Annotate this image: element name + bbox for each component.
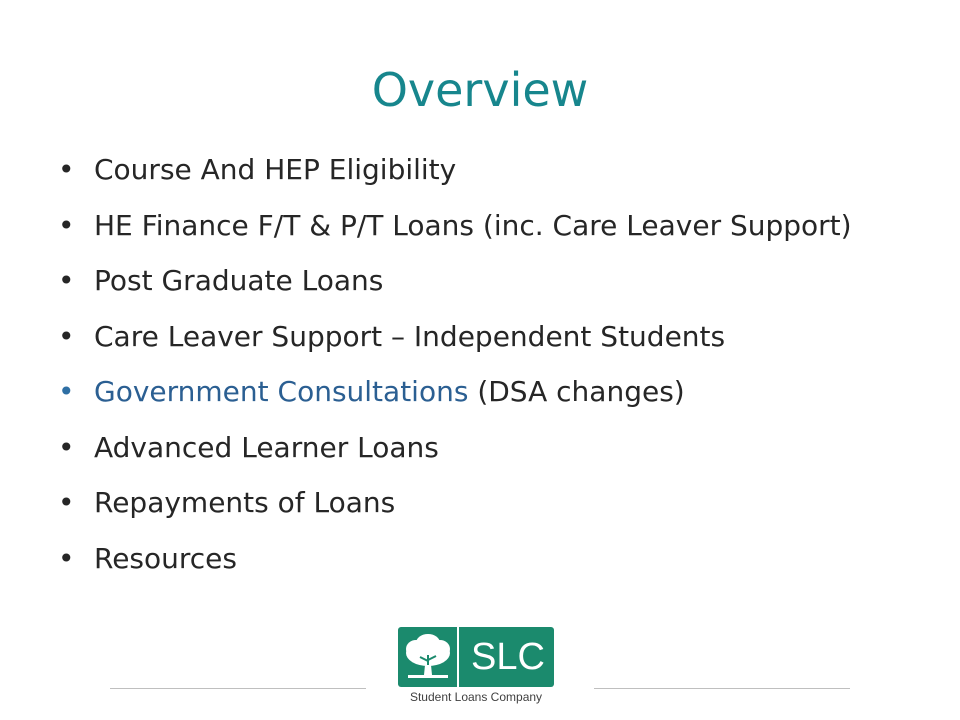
tree-icon	[402, 631, 454, 683]
bullet-item	[58, 424, 938, 480]
bullet-dot: •	[58, 208, 75, 242]
bullet-text-rest: (DSA changes)	[468, 375, 685, 408]
footer-rule-left	[110, 688, 366, 689]
bullet-item	[58, 479, 938, 535]
bullet-item-consultations	[58, 368, 938, 424]
bullet-item	[58, 535, 938, 591]
bullet-text: Post Graduate Loans	[94, 264, 384, 297]
logo-divider	[457, 627, 459, 687]
bullet-dot: •	[58, 486, 75, 519]
bullet-item	[58, 202, 938, 258]
bullet-text: Resources	[94, 541, 237, 575]
footer-rule-right	[594, 688, 850, 689]
logo-company-name: Student Loans Company	[409, 690, 543, 704]
bullet-dot: •	[58, 541, 75, 575]
bullet-text: HE Finance F/T & P/T Loans (inc. Care Leaver Support)	[94, 208, 852, 242]
bullet-text: Repayments of Loans	[94, 486, 396, 519]
bullet-text: Advanced Learner Loans	[94, 430, 439, 464]
bullet-list	[58, 146, 938, 590]
logo-abbreviation: SLC	[471, 636, 545, 678]
logo-box	[398, 627, 554, 687]
bullet-item	[58, 313, 938, 369]
bullet-item	[58, 146, 938, 202]
government-consultations-link[interactable]: Government Consultations	[94, 375, 469, 408]
bullet-text: Course And HEP Eligibility	[94, 153, 457, 186]
bullet-text	[94, 368, 685, 416]
bullet-dot: •	[58, 430, 75, 464]
bullet-text: Care Leaver Support – Independent Students	[94, 319, 726, 353]
bullet-dot: •	[58, 375, 75, 408]
bullet-dot: •	[58, 264, 75, 297]
bullet-dot: •	[58, 319, 75, 353]
slc-logo	[394, 627, 558, 709]
slide-title: Overview	[371, 63, 589, 117]
bullet-item	[58, 257, 938, 313]
bullet-dot: •	[58, 153, 75, 186]
